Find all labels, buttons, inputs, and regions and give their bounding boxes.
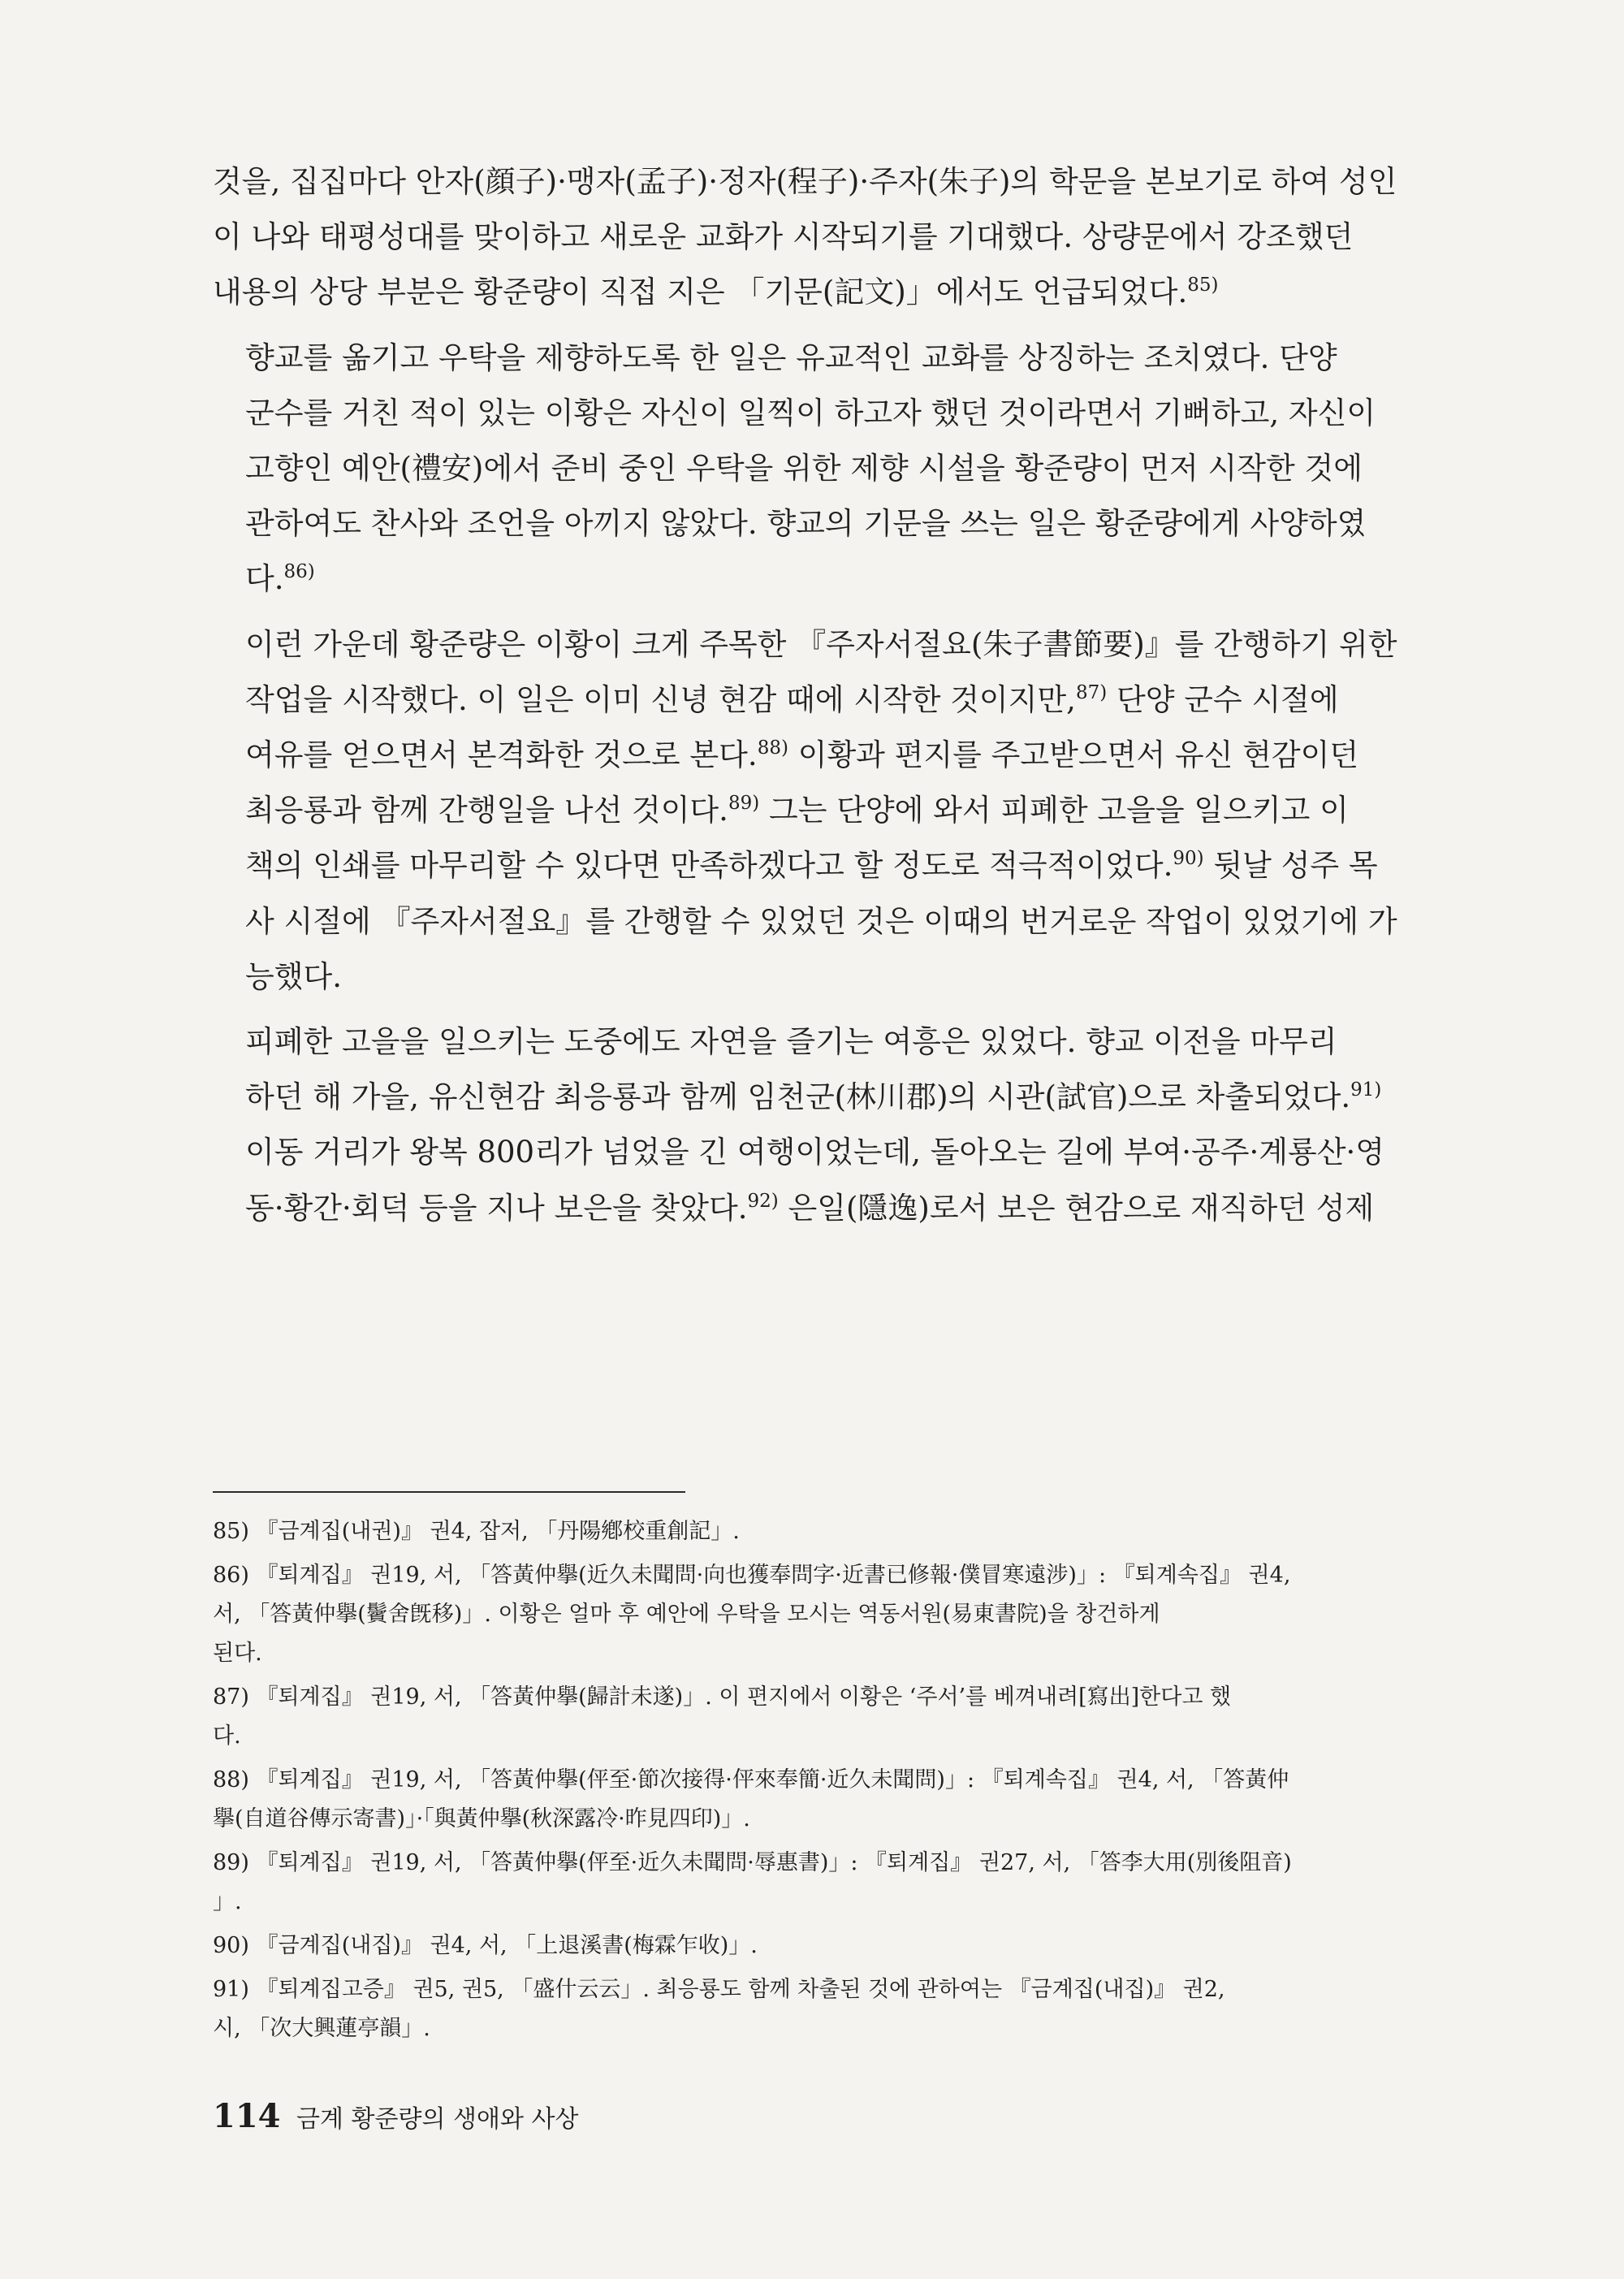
line-text: 이런 가운데 황준량은 이황이 크게 주목한 『주자서절요(朱子書節要)』를 간행하기 위한 — [245, 626, 1397, 662]
line-text: 이동 거리가 왕복 800리가 넘었을 긴 여행이었는데, 돌아오는 길에 부여·공주·계룡산·영 — [245, 1135, 1385, 1170]
footnote-line: 85) 『금계집(내권)』 권4, 잡저, 「丹陽鄕校重創記」. — [213, 1519, 740, 1544]
text-line — [213, 1014, 1512, 1070]
line-text: 관하여도 찬사와 조언을 아끼지 않았다. 향교의 기문을 쓰는 일은 황준량에게 사양하였 — [245, 506, 1367, 542]
text-line — [213, 617, 1512, 672]
line-text: 피폐한 고을을 일으키는 도중에도 자연을 즐기는 여흥은 있었다. 향교 이전을 마무리 — [245, 1024, 1337, 1060]
line-text: 것을, 집집마다 안자(顔子)·맹자(孟子)·정자(程子)·주자(朱子)의 학문을 본보기로 하여 성인 — [213, 164, 1397, 199]
footnote-line: 88) 『퇴계집』 권19, 서, 「答黃仲擧(伻至·節次接得·伻來奉簡·近久未聞問)」: 『퇴계속집』 권4, 서, 「答黃仲 — [213, 1767, 1289, 1792]
footnote-ref: 86) — [283, 561, 315, 583]
line-text: 향교를 옮기고 우탁을 제향하도록 한 일은 유교적인 교화를 상징하는 조치였다. 단양 — [245, 339, 1337, 375]
text-line — [213, 154, 1512, 210]
footnote — [213, 1844, 1512, 1922]
text-line — [213, 386, 1512, 441]
paragraph — [213, 331, 1512, 608]
text-line — [213, 949, 1512, 1005]
footnote-line: 90) 『금계집(내집)』 권4, 서, 「上退溪書(梅霖乍收)」. — [213, 1933, 758, 1958]
line-text: 최응룡과 함께 간행일을 나선 것이다. — [245, 793, 728, 828]
footnotes — [213, 1512, 1512, 2053]
footnote-line: 」. — [213, 1889, 242, 1914]
footnote-ref: 85) — [1187, 275, 1219, 296]
footnote — [213, 1678, 1512, 1756]
footnote — [213, 1970, 1512, 2048]
text-line — [213, 783, 1512, 838]
footnote-line: 86) 『퇴계집』 권19, 서, 「答黃仲擧(近久未聞問·向也獲奉問字·近書已修報·僕冒寒遠涉)」: 『퇴계속집』 권4, — [213, 1563, 1291, 1588]
line-text-after: 뒷날 성주 목 — [1203, 848, 1378, 884]
text-line — [213, 894, 1512, 949]
text-line — [213, 1070, 1512, 1125]
line-text: 여유를 얻으면서 본격화한 것으로 본다. — [245, 737, 758, 773]
line-text-after: 이황과 편지를 주고받으면서 유신 현감이던 — [788, 737, 1359, 773]
footnote — [213, 1556, 1512, 1673]
text-line — [213, 672, 1512, 728]
text-line — [213, 210, 1512, 265]
line-text: 사 시절에 『주자서절요』를 간행할 수 있었던 것은 이때의 번거로운 작업이 있었기에 가 — [245, 903, 1397, 939]
text-line — [213, 838, 1512, 893]
footnote — [213, 1512, 1512, 1551]
text-line — [213, 265, 1512, 320]
footnote-rule — [213, 1491, 685, 1493]
footnote-ref: 87) — [1075, 681, 1108, 703]
footnote-line: 87) 『퇴계집』 권19, 서, 「答黃仲擧(歸計未遂)」. 이 편지에서 이황은 ‘주서’를 베껴내려[寫出]한다고 했 — [213, 1684, 1232, 1710]
line-text: 내용의 상당 부분은 황준량이 직접 지은 「기문(記文)」에서도 언급되었다. — [213, 275, 1188, 310]
page-footer — [213, 2097, 578, 2135]
line-text: 능했다. — [245, 958, 342, 994]
page-number: 114 — [213, 2097, 281, 2135]
paragraph — [213, 154, 1512, 321]
line-text-after: 은일(隱逸)로서 보은 현감으로 재직하던 성제 — [778, 1190, 1375, 1226]
line-text-after: 단양 군수 시절에 — [1107, 681, 1339, 717]
footnote-ref: 88) — [757, 737, 788, 759]
line-text-after: 그는 단양에 와서 피폐한 고을을 일으키고 이 — [759, 793, 1349, 828]
footnote — [213, 1927, 1512, 1965]
text-line — [213, 496, 1512, 551]
text-line — [213, 551, 1512, 607]
footnote-ref: 91) — [1350, 1079, 1382, 1101]
paragraph — [213, 617, 1512, 1005]
line-text: 책의 인쇄를 마무리할 수 있다면 만족하겠다고 할 정도로 적극적이었다. — [245, 848, 1173, 884]
line-text: 군수를 거친 적이 있는 이황은 자신이 일찍이 하고자 했던 것이라면서 기뻐하고, 자신이 — [245, 395, 1376, 430]
text-line — [213, 1181, 1512, 1236]
text-line — [213, 441, 1512, 496]
book-title: 금계 황준량의 생애와 사상 — [296, 2105, 579, 2134]
line-text: 고향인 예안(禮安)에서 준비 중인 우탁을 위한 제향 시설을 황준량이 먼저 시작한 것에 — [245, 451, 1363, 487]
line-text: 작업을 시작했다. 이 일은 이미 신녕 현감 때에 시작한 것이지만, — [245, 681, 1076, 717]
footnote-line: 다. — [213, 1723, 241, 1749]
text-line — [213, 728, 1512, 783]
footnote-line: 서, 「答黃仲擧(鬢舍旣移)」. 이황은 얼마 후 예안에 우탁을 모시는 역동서원(易東書院)을 창건하게 — [213, 1602, 1160, 1627]
footnote — [213, 1761, 1512, 1839]
footnote-ref: 90) — [1173, 848, 1204, 870]
footnote-line: 91) 『퇴계집고증』 권5, 권5, 「盛什云云」. 최응룡도 함께 차출된 것에 관하여는 『금계집(내집)』 권2, — [213, 1977, 1225, 2002]
footnote-line: 시, 「次大興蓮亭韻」. — [213, 2016, 430, 2041]
line-text: 다. — [245, 561, 284, 597]
line-text: 이 나와 태평성대를 맞이하고 새로운 교화가 시작되기를 기대했다. 상량문에서 강조했던 — [213, 219, 1354, 255]
footnote-ref: 89) — [728, 793, 760, 815]
paragraph — [213, 1014, 1512, 1236]
line-text: 동·황간·회덕 등을 지나 보은을 찾았다. — [245, 1190, 748, 1226]
footnote-line: 89) 『퇴계집』 권19, 서, 「答黃仲擧(伻至·近久未聞問·辱惠書)」: 『퇴계집』 권27, 서, 「答李大用(別後阻音) — [213, 1850, 1292, 1875]
footnote-ref: 92) — [747, 1190, 779, 1212]
body-text — [213, 154, 1512, 1246]
text-line — [213, 331, 1512, 386]
footnote-line: 된다. — [213, 1641, 262, 1666]
text-line — [213, 1125, 1512, 1180]
line-text: 하던 해 가을, 유신현감 최응룡과 함께 임천군(林川郡)의 시관(試官)으로 차출되었다. — [245, 1079, 1351, 1115]
footnote-line: 擧(自道谷傳示寄書)」·「與黃仲擧(秋深露冷·昨見四印)」. — [213, 1806, 750, 1831]
